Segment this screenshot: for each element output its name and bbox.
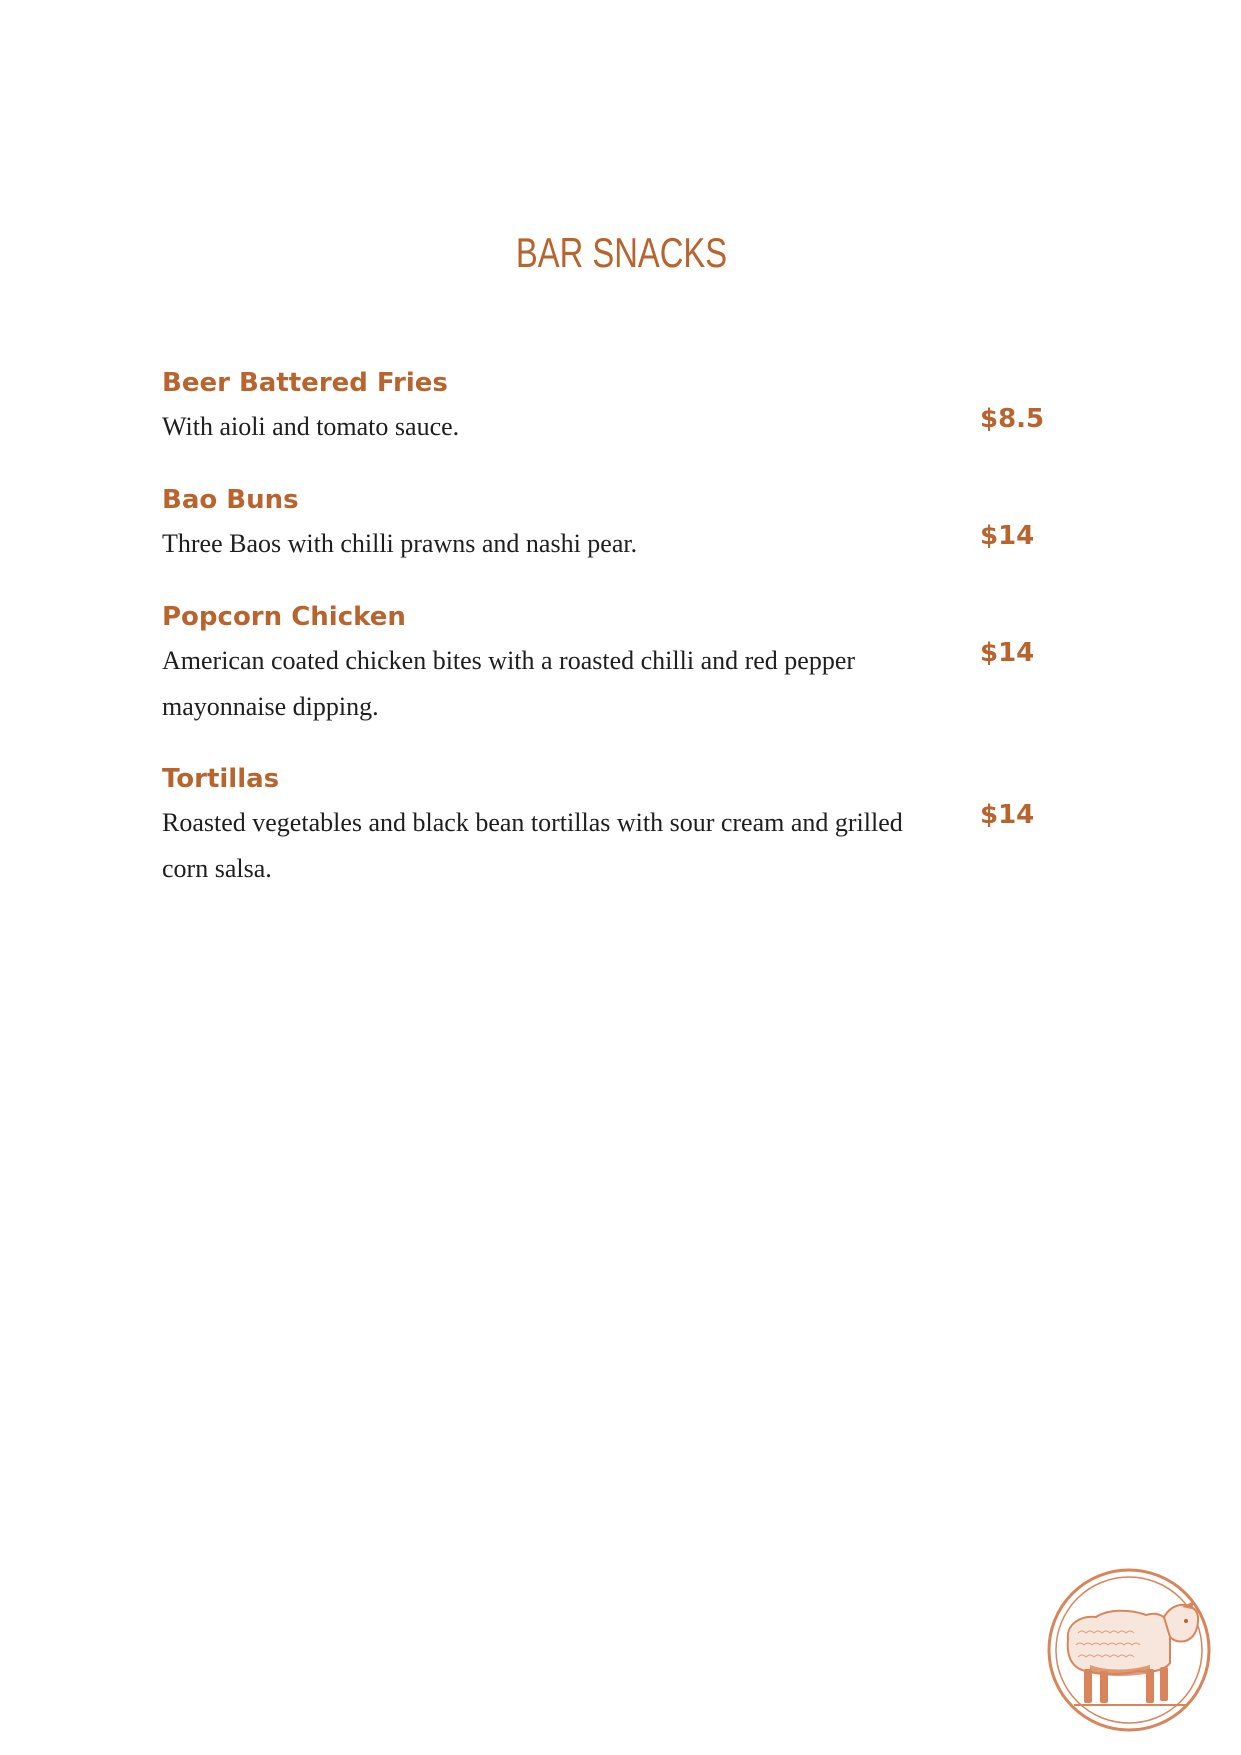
item-name: Beer Battered Fries — [162, 368, 448, 398]
sheep-icon — [1046, 1567, 1212, 1733]
item-description: Three Baos with chilli prawns and nashi pear. — [162, 529, 638, 558]
item-description: With aioli and tomato sauce. — [162, 412, 460, 441]
item-price: $8.5 — [980, 404, 1045, 434]
menu-item-beer-battered-fries — [162, 370, 1062, 450]
item-name: Popcorn Chicken — [162, 602, 406, 632]
menu-item-tortillas — [162, 766, 1062, 892]
menu-item-popcorn-chicken — [162, 604, 1062, 730]
item-price: $14 — [980, 521, 1035, 551]
logo — [1046, 1567, 1212, 1733]
item-description: American coated chicken bites with a roasted chilli and red pepper mayonnaise dipping. — [162, 646, 856, 721]
item-price: $14 — [980, 800, 1035, 830]
item-name: Tortillas — [162, 764, 280, 794]
menu-item-bao-buns — [162, 487, 1062, 567]
item-name: Bao Buns — [162, 485, 299, 515]
item-description: Roasted vegetables and black bean tortillas with sour cream and grilled corn salsa. — [162, 808, 903, 883]
item-price: $14 — [980, 638, 1035, 668]
page-title: BAR SNACKS — [515, 229, 728, 276]
